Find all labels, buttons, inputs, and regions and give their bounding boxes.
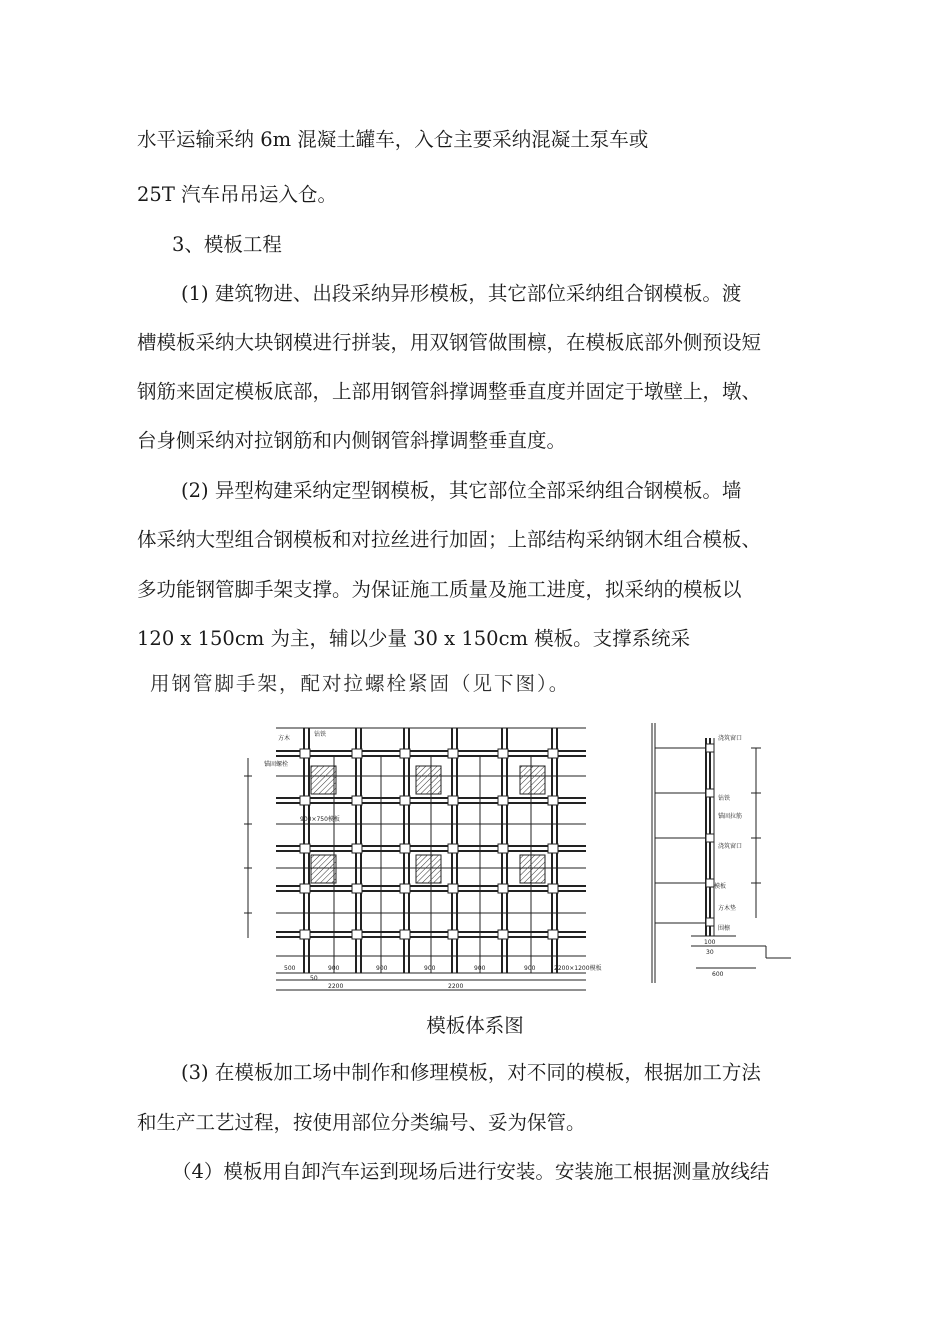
line-8: (2) 异型构建采纳定型钢模板，其它部位全部采纳组合钢模板。墙 <box>181 479 742 502</box>
label-panel: 900×750模板 <box>300 816 340 823</box>
line-11: 120 x 150cm 为主，辅以少量 30 x 150cm 模板。支撑系统采 <box>137 627 691 650</box>
label-fangmudian: 方木垫 <box>718 905 737 912</box>
dim-900-5: 900 <box>524 965 536 972</box>
label-weilin: 围檩 <box>718 925 731 932</box>
formwork-drawing <box>236 718 796 998</box>
line-4: (1) 建筑物进、出段采纳异形模板，其它部位采纳组合钢模板。渡 <box>181 282 742 305</box>
section-heading: 3、模板工程 <box>172 233 282 256</box>
dim-900-2: 900 <box>376 965 388 972</box>
dim-100: 100 <box>704 939 716 946</box>
dim-2200-1: 2200 <box>328 983 344 990</box>
label-fangmu: 方木 <box>278 735 291 742</box>
label-window-2: 浇筑窗口 <box>718 843 743 850</box>
line-14: （4）模板用自卸汽车运到现场后进行安装。安装施工根据测量放线结 <box>172 1160 770 1183</box>
line-2: 25T 汽车吊吊运入仓。 <box>137 183 338 206</box>
line-1: 水平运输采纳 6m 混凝土罐车，入仓主要采纳混凝土泵车或 <box>137 128 649 151</box>
label-maogu: 锚固螺栓 <box>264 761 289 768</box>
formwork-diagram <box>236 718 796 998</box>
label-window-1: 浇筑窗口 <box>718 735 743 742</box>
dim-900-3: 900 <box>424 965 436 972</box>
figure-caption: 模板体系图 <box>426 1014 524 1037</box>
label-big-panel: 2200×1200模板 <box>554 965 602 972</box>
line-6: 钢筋来固定模板底部，上部用钢管斜撑调整垂直度并固定于墩壁上，墩、 <box>137 380 762 403</box>
label-tie-bar: 锚固拉筋 <box>718 813 743 820</box>
dim-900-1: 900 <box>328 965 340 972</box>
label-zuantie: 钻铁 <box>314 731 327 738</box>
dim-500: 500 <box>284 965 296 972</box>
label-moban: 模板 <box>714 883 727 890</box>
dim-600: 600 <box>712 971 724 978</box>
dim-50: 50 <box>310 975 318 982</box>
line-7: 台身侧采纳对拉钢筋和内侧钢管斜撑调整垂直度。 <box>137 429 567 452</box>
dim-2200-2: 2200 <box>448 983 464 990</box>
line-13: 和生产工艺过程，按使用部位分类编号、妥为保管。 <box>137 1111 586 1134</box>
line-9: 体采纳大型组合钢模板和对拉丝进行加固；上部结构采纳钢木组合模板、 <box>137 528 762 551</box>
label-zuantie-r: 钻铁 <box>718 795 731 802</box>
dim-900-4: 900 <box>474 965 486 972</box>
line-10: 多功能钢管脚手架支撑。为保证施工质量及施工进度，拟采纳的模板以 <box>137 578 742 601</box>
line-5: 槽模板采纳大块钢模进行拼装，用双钢管做围檩，在模板底部外侧预设短 <box>137 331 762 354</box>
dim-30: 30 <box>706 949 714 956</box>
line-12: (3) 在模板加工场中制作和修理模板，对不同的模板，根据加工方法 <box>181 1061 761 1084</box>
figure-note: 用钢管脚手架，配对拉螺栓紧固（见下图）。 <box>150 672 571 695</box>
